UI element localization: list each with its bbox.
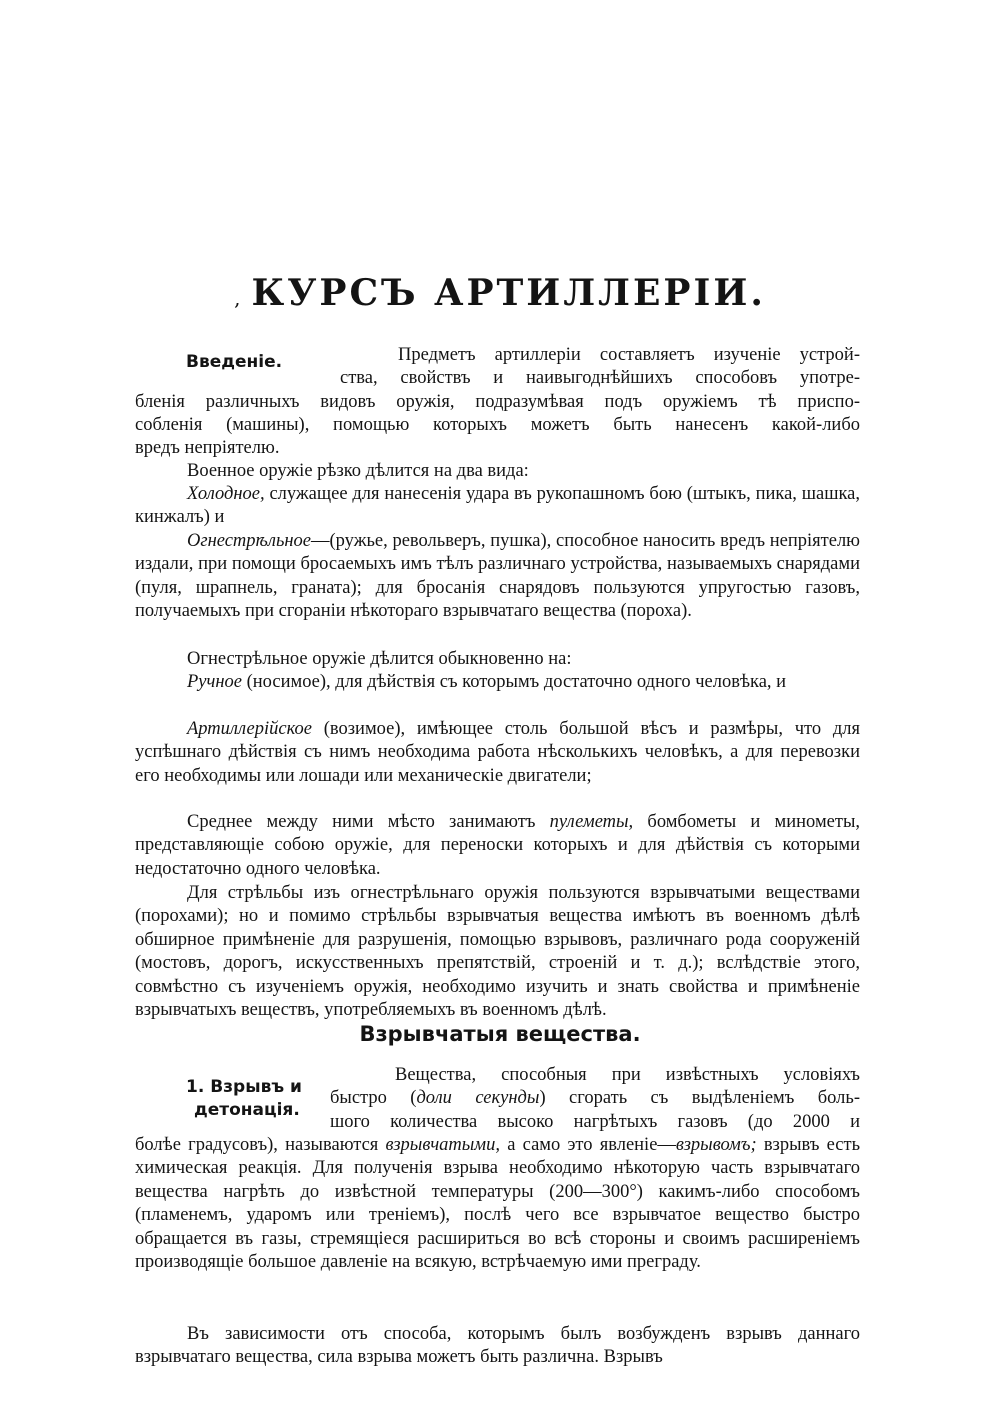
- section-first-lines: [330, 1064, 860, 1134]
- section-side-heading: 1. Взрывъ и детонація.: [186, 1077, 302, 1120]
- intro-line-2: ства, свойствъ и наивыгоднѣйшихъ способовъ употре-: [340, 368, 860, 389]
- intro-first-lines: [340, 344, 860, 391]
- section-line-2: быстро (доли секунды) сгорать съ выдѣленіемъ боль-: [330, 1088, 860, 1109]
- paragraph-4: Огнестрѣльное оружіе дѣлится обыкновенно на:: [187, 649, 572, 669]
- intro-line-4: собленія (машины), помощью которыхъ можетъ быть нанесенъ какой-либо: [135, 415, 860, 435]
- paragraph-5: Ручное (носимое), для дѣйствія съ которымъ достаточно одного человѣка, и: [187, 672, 787, 692]
- intro-line-3: бленія различныхъ видовъ оружія, подразумѣвая подъ оружіемъ тѣ приспо-: [135, 392, 860, 412]
- paragraph-2: Холодное, служащее для нанесенія удара въ рукопашномъ бою (штыкъ, пика, шашка, кинжалъ) и: [135, 484, 860, 528]
- section-paragraph-2: Въ зависимости отъ способа, которымъ былъ возбужденъ взрывъ даннаго взрывчатаго вещества, сила взрыва можетъ быть различна. Взрывъ: [135, 1324, 860, 1368]
- paragraph-7: Среднее между ними мѣсто занимаютъ пулеметы, бомбометы и минометы, представляющіе собою оружіе, для переноски которыхъ и для дѣйствія съ которыми недостаточно одного человѣка.: [135, 812, 860, 879]
- section-line-3: шого количества высоко нагрѣтыхъ газовъ (до 2000 и: [330, 1111, 860, 1132]
- section-line-1: Вещества, способныя при извѣстныхъ условіяхъ: [395, 1065, 860, 1085]
- page-title: , КУРСЪ АРТИЛЛЕРІИ.: [234, 272, 766, 314]
- paragraph-6: Артиллерійское (возимое), имѣющее столь большой вѣсъ и размѣры, что для успѣшнаго дѣйствія съ нимъ необходима работа нѣсколькихъ человѣкъ, а для перевозки его необходимы или лошади или механическіе двигатели;: [135, 719, 860, 786]
- section-heading: Взрывчатыя вещества.: [359, 1022, 641, 1046]
- paragraph-8: Для стрѣльбы изъ огнестрѣльнаго оружія пользуются взрывчатыми веществами (порохами); но и помимо стрѣльбы взрывчатыя вещества имѣютъ въ военномъ дѣлѣ обширное примѣненіе для разрушенія, помощью взрывовъ, различнаго рода сооруженій (мостовъ, дорогъ, искусственныхъ препятствій, строеній и т. д.); вслѣдствіе этого, совмѣстно съ изученіемъ оружія, необходимо изучить и знать свойства и примѣненіе взрывчатыхъ веществъ, употребляемыхъ въ военномъ дѣлѣ.: [135, 883, 860, 1021]
- paragraph-3: Огнестрѣльное—(ружье, револьверъ, пушка), способное наносить вредъ непріятелю издали, при помощи бросаемыхъ имъ тѣлъ различнаго устройства, называемыхъ снарядами (пуля, шрапнель, граната); для бросанія снарядовъ пользуются упругостью газовъ, получаемыхъ при сгораніи нѣкотораго взрывчатаго вещества (пороха).: [135, 531, 860, 622]
- stray-mark: ,: [234, 286, 244, 310]
- intro-line-5: вредъ непріятелю.: [135, 438, 280, 458]
- intro-line-1: Предметъ артиллеріи составляетъ изученіе устрой-: [398, 345, 860, 365]
- paragraph-1: Военное оружіе рѣзко дѣлится на два вида:: [187, 461, 529, 481]
- section-paragraph-1: болѣе градусовъ), называются взрывчатыми, а само это явленіе—взрывомъ; взрывъ есть химическая реакція. Для полученія взрыва необходимо нѣкоторую часть взрывчатаго вещества нагрѣть до извѣстной температуры (200—300°) какимъ-либо способомъ (пламенемъ, ударомъ или треніемъ), послѣ чего все взрывчатое вещество быстро обращается въ газы, стремящіеся расшириться во всѣ стороны и своимъ расширеніемъ производящіе большое давленіе на всякую, встрѣчаемую ими преграду.: [135, 1135, 861, 1273]
- intro-side-heading: Введеніе.: [186, 352, 283, 372]
